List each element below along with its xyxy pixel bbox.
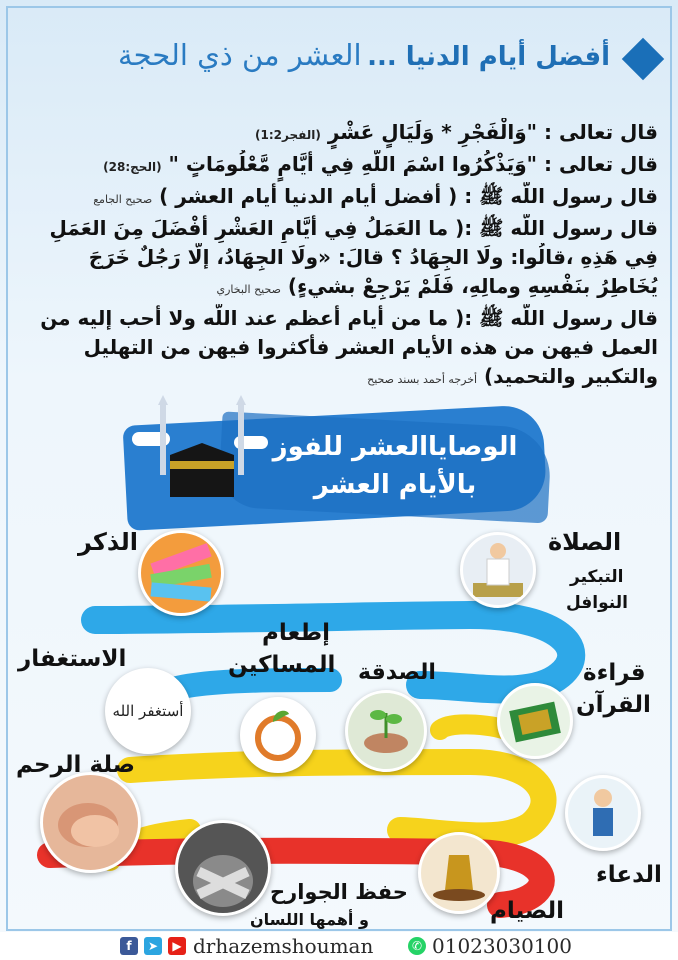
verse-line: قال تعالى : "وَيَذْكُرُوا اسْمَ اللَّهِ فِي أَيَّامٍ مَّعْلُومَاتٍ " (الحج:28) xyxy=(103,152,658,176)
telegram-icon[interactable]: ➤ xyxy=(144,937,162,955)
label-quran-1: قراءة xyxy=(583,660,646,686)
phone-number[interactable]: 01023030100 xyxy=(432,934,572,958)
social-handle[interactable]: drhazemshouman xyxy=(193,934,374,958)
label-sadaqa: الصدقة xyxy=(358,660,436,685)
verses-block xyxy=(22,118,658,394)
label-salah-sub1: التبكير xyxy=(570,567,624,587)
label-hifz-1: حفظ الجوارح xyxy=(270,880,408,904)
hadith-line: قال رسول اللّه ﷺ :( ما العَمَلُ فِي أيَّامِ العَشْرِ أفْضَلَ مِنَ العَمَلِ xyxy=(49,216,658,240)
hadith-line: قال رسول اللّه ﷺ :( ما من أيام أعظم عند اللّه ولا أحب إليه من xyxy=(40,306,658,330)
istighfar-calligraphy-image: أستغفر الله xyxy=(105,668,191,754)
banner-title xyxy=(260,428,530,504)
title-part-b: العشر من ذي الحجة xyxy=(118,38,362,72)
page-title xyxy=(118,38,610,72)
banner-line-2: بالأيام العشر xyxy=(313,470,477,500)
title-part-a: أفضل أيام الدنيا ... xyxy=(367,42,610,72)
hands-image xyxy=(40,772,141,873)
label-itam-1: إطعام xyxy=(262,620,331,646)
feeding-logo-image xyxy=(240,697,316,773)
prayer-image xyxy=(460,532,536,608)
whatsapp-icon[interactable]: ✆ xyxy=(408,937,426,955)
kaaba-icon xyxy=(152,395,252,503)
hadith-line: العمل فيهن من هذه الأيام العشر فأكثروا فيهن من التهليل xyxy=(83,335,658,359)
dhikr-cards-image xyxy=(138,530,224,616)
dua-image xyxy=(565,775,641,851)
hadith-line: والتكبير والتحميد) أخرجه أحمد بسند صحيح xyxy=(367,364,658,388)
label-itam-2: المساكين xyxy=(228,652,336,678)
label-dua: الدعاء xyxy=(596,862,662,888)
label-siyam: الصيام xyxy=(490,898,565,924)
label-salah-sub2: النوافل xyxy=(566,593,628,613)
verse-line: قال تعالى : "وَالْفَجْرِ * وَلَيَالٍ عَشْرٍ (الفجر1:2) xyxy=(255,120,658,144)
youtube-icon[interactable]: ▶ xyxy=(168,937,186,955)
label-istighfar: الاستغفار xyxy=(18,646,127,672)
charity-hands-image xyxy=(345,690,427,772)
silence-image xyxy=(175,820,271,916)
hadith-line: قال رسول اللّه ﷺ : ( أفضل أيام الدنيا أيام العشر ) صحيح الجامع xyxy=(93,184,658,208)
label-quran-2: القرآن xyxy=(576,692,651,718)
label-silat-rahim: صلة الرحم xyxy=(16,752,136,778)
hadith-line: يُخَاطِرُ بنَفْسِهِ ومالِهِ، فَلَمْ يَرْجِعْ بشيءٍ) صحيح البخاري xyxy=(216,274,658,298)
facebook-icon[interactable]: f xyxy=(120,937,138,955)
hadith-line: فِي هَذِهِ ،قالُوا: ولَا الجِهَادُ ؟ قالَ: «ولَا الجِهَادُ، إلَّا رَجُلٌ خَرَجَ xyxy=(88,245,658,269)
label-hifz-2: و أهمها اللسان xyxy=(250,910,369,929)
label-dhikr: الذكر xyxy=(78,528,138,556)
banner-line-1: الوصاياالعشر للفوز xyxy=(272,432,518,462)
quran-image xyxy=(497,683,573,759)
fasting-dates-image xyxy=(418,832,500,914)
label-salah: الصلاة xyxy=(548,528,622,556)
